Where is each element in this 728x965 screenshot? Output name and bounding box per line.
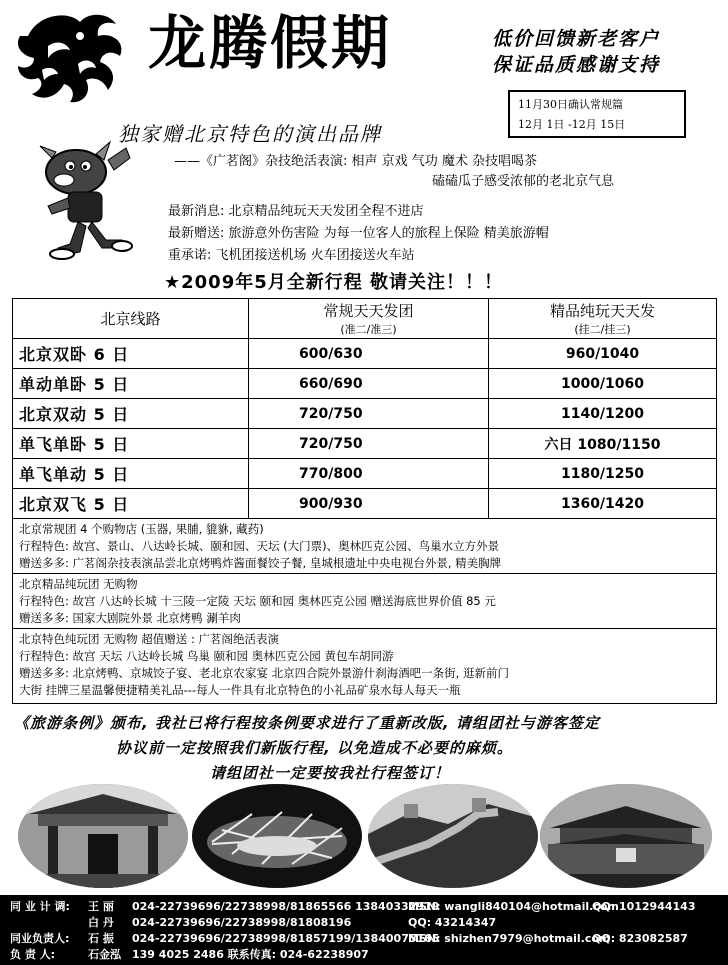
slogan-line-1: 低价回馈新老客户 [492, 28, 661, 50]
photo-great-wall [368, 784, 538, 888]
contact-qq: QQ: 43214347 [408, 916, 497, 929]
contact-row [10, 931, 718, 947]
price-table [12, 298, 717, 519]
contact-qq: QQ: 823082587 [592, 932, 688, 945]
photo-palace-gate [18, 784, 188, 888]
contact-label: 同 业 计 调: [10, 900, 70, 913]
brand-title: 龙腾假期 [148, 9, 393, 77]
regular-price: 600/630 [249, 339, 489, 369]
itinerary-features: 行程特色: 故宫、景山、八达岭长城、颐和园、天坛 (大门票)、奥林匹克公园、鸟巢水立方外景 [19, 539, 500, 553]
contact-name: 王 丽 [88, 900, 114, 913]
premium-price: 1140/1200 [489, 399, 717, 429]
table-row [13, 339, 717, 369]
table-header-row [13, 299, 717, 339]
contact-name: 石 振 [88, 932, 114, 945]
table-row [13, 369, 717, 399]
contact-row [10, 947, 718, 963]
itinerary-gifts: 赠送多多: 广茗阁杂技表演品尝北京烤鸭炸酱面餐饺子餐, 皇城根遗址中央电视台外景, 精美胸牌 [19, 556, 502, 570]
itinerary-title: 北京特色纯玩团 无购物 超值赠送 : 广茗阁绝活表演 [19, 632, 279, 646]
contact-qq: QQ: 1012944143 [592, 900, 696, 913]
itinerary-title: 北京常规团 4 个购物店 (玉器, 果脯, 貔貅, 藏药) [19, 522, 264, 536]
itinerary-regular [13, 519, 716, 574]
date-line-1: 11月30日确认常规篇 [518, 98, 623, 111]
table-row [13, 489, 717, 519]
show-description: ——《广茗阁》杂技绝活表演: 相声 京戏 气功 魔术 杂技唱喝茶 [174, 154, 538, 169]
premium-price: 六日 1080/1150 [489, 429, 717, 459]
great-wall-icon [368, 784, 538, 888]
premium-price: 1360/1420 [489, 489, 717, 519]
route-name: 北京双卧 6 日 [13, 339, 249, 369]
regular-price: 720/750 [249, 429, 489, 459]
notice-line-1: 《旅游条例》颁布, 我社已将行程按条例要求进行了重新改版, 请组团社与游客签定 [14, 714, 600, 732]
photo-tiananmen [540, 784, 712, 888]
show-description-2: 磕磕瓜子感受浓郁的老北京气息 [432, 174, 615, 189]
table-row [13, 429, 717, 459]
date-box [508, 90, 686, 138]
contact-phone: 024-22739696/22738998/81857199/13840075165 [132, 932, 440, 945]
premium-price: 960/1040 [489, 339, 717, 369]
regular-price: 900/930 [249, 489, 489, 519]
header-premium: 精品纯玩天天发 (挂二/挂三) [489, 299, 717, 339]
route-name: 单飞单卧 5 日 [13, 429, 249, 459]
itinerary-gifts: 赠送多多: 国家大剧院外景 北京烤鸭 涮羊肉 [19, 611, 241, 625]
table-row [13, 459, 717, 489]
table-row [13, 399, 717, 429]
itinerary-gifts-continued: 大街 挂牌三星温馨便捷精美礼品---每人一件具有北京特色的小礼品矿泉水每人每天一瓶 [19, 683, 461, 697]
premium-price: 1180/1250 [489, 459, 717, 489]
contact-row [10, 899, 718, 915]
contact-phone-fax: 139 4025 2486 联系传真: 024-62238907 [132, 948, 369, 961]
contact-msn: MSN: shizhen7979@hotmail.com [408, 932, 611, 945]
notice-line-3: 请组团社一定要按我社行程签订！ [210, 764, 451, 782]
contact-label: 同业负责人: [10, 932, 70, 945]
itinerary-gifts: 赠送多多: 北京烤鸭、京城饺子宴、老北京农家宴 北京四合院外景游什刹海酒吧一条街, 逛新前门 [19, 666, 509, 680]
photo-birds-nest [192, 784, 362, 888]
itinerary-title: 北京精品纯玩团 无购物 [19, 577, 138, 591]
itinerary-special [13, 629, 716, 700]
route-name: 北京双动 5 日 [13, 399, 249, 429]
itinerary-features: 行程特色: 故宫 八达岭长城 十三陵一定陵 天坛 颐和园 奥林匹克公园 赠送海底世界价值 85 元 [19, 594, 496, 608]
contact-label: 负 责 人: [10, 948, 56, 961]
contact-name: 白 丹 [88, 916, 114, 929]
contact-phone: 024-22739696/22738998/81808196 [132, 916, 352, 929]
itinerary-premium [13, 574, 716, 629]
tiananmen-icon [540, 784, 712, 888]
date-line-2: 12月 1日 -12月 15日 [518, 118, 626, 131]
route-name: 单飞单动 5 日 [13, 459, 249, 489]
itinerary-features: 行程特色: 故宫 天坛 八达岭长城 鸟巢 颐和园 奥林匹克公园 黄包车胡同游 [19, 649, 394, 663]
regular-price: 770/800 [249, 459, 489, 489]
mascot-icon [30, 136, 150, 264]
exclusive-title: 独家赠北京特色的演出品牌 [118, 122, 382, 146]
contact-phone: 024-22739696/22738998/81865566 13840332919 [132, 900, 440, 913]
contact-footer [0, 895, 728, 965]
palace-gate-icon [18, 784, 188, 888]
contact-row [10, 915, 718, 931]
contact-name: 石金泓 [88, 948, 121, 961]
header-route: 北京线路 [13, 299, 249, 339]
latest-gift: 最新赠送: 旅游意外伤害险 为每一位客人的旅程上保险 精美旅游帽 [168, 226, 549, 241]
premium-price: 1000/1060 [489, 369, 717, 399]
header-regular: 常规天天发团 (准二/准三) [249, 299, 489, 339]
slogan-line-2: 保证品质感谢支持 [492, 54, 661, 76]
latest-news: 最新消息: 北京精品纯玩天天发团全程不进店 [168, 204, 424, 219]
regular-price: 720/750 [249, 399, 489, 429]
route-name: 单动单卧 5 日 [13, 369, 249, 399]
dragon-logo [8, 6, 136, 110]
itinerary-box [12, 518, 717, 704]
regular-price: 660/690 [249, 369, 489, 399]
promise: 重承诺: 飞机团接送机场 火车团接送火车站 [168, 248, 415, 263]
notice-line-2: 协议前一定按照我们新版行程, 以免造成不必要的麻烦。 [116, 739, 513, 757]
birds-nest-icon [192, 784, 362, 888]
announcement: ★2009年5月全新行程 敬请关注！！！ [164, 272, 504, 293]
route-name: 北京双飞 5 日 [13, 489, 249, 519]
contact-msn: MSN: wangli840104@hotmail.com [408, 900, 619, 913]
